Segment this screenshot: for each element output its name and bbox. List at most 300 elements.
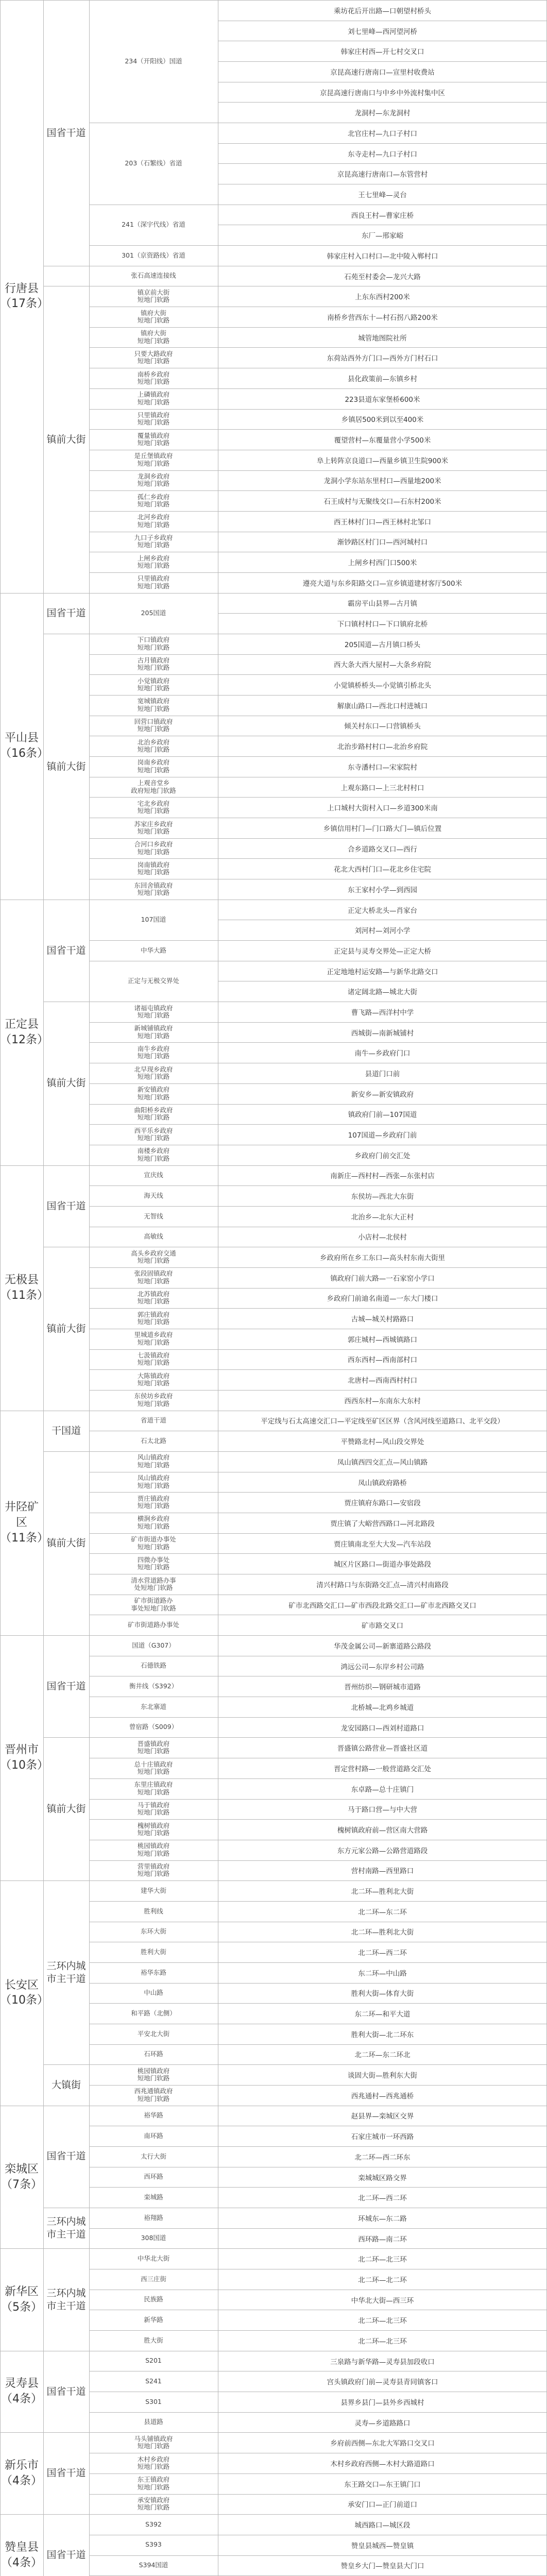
location-cell [218, 756, 547, 777]
county-cell-text: 灵寿县 （4条） [1, 2377, 42, 2406]
road-name-cell [89, 2269, 218, 2290]
location-cell [218, 1533, 547, 1554]
location-cell-text: 乡镇居500米到以至400米 [341, 416, 424, 425]
road-name-cell-text: 曲阳桥乡政府 短地门软路 [134, 1106, 173, 1122]
county-cell [0, 2106, 43, 2249]
road-name-cell [89, 1615, 218, 1635]
road-name-cell-text: 合河口乡政府 短地门软路 [134, 840, 173, 856]
location-cell [218, 1962, 547, 1983]
road-name-cell [89, 1962, 218, 1983]
road-name-cell [89, 2187, 218, 2208]
road-name-cell [89, 2514, 218, 2535]
location-cell-text: 石王成村与无聚线交口—石东村200米 [323, 498, 441, 506]
road-name-cell [89, 2432, 218, 2453]
road-name-cell-text: 裕华东路 [140, 1968, 166, 1976]
road-name-cell-text: 北治乡政府 短地门软路 [137, 738, 170, 754]
road-name-cell [89, 1390, 218, 1411]
road-name-cell-text: 贾庄镇政府 短地门软路 [137, 1494, 170, 1510]
road-name-cell [89, 961, 218, 1002]
road-name-cell [89, 1185, 218, 1206]
location-cell [218, 2310, 547, 2330]
road-name-cell-text: 南楼乡政府 短地门软路 [137, 1147, 170, 1162]
location-cell [218, 1595, 547, 1615]
road-name-cell-text: 308国道 [141, 2234, 166, 2242]
location-cell-text: 北二环—胜利北大街 [351, 1928, 414, 1937]
road-name-cell [89, 470, 218, 491]
location-cell-text: 晋定营村路—一般营道路交汇处 [334, 1765, 431, 1773]
road-name-cell-text: 凤山镇政府 短地门软路 [137, 1474, 170, 1489]
county-cell [0, 0, 48, 593]
location-cell-text: 北官庄村—九口子村口 [348, 129, 417, 138]
category-cell [43, 1247, 89, 1410]
location-cell [218, 2535, 547, 2555]
location-cell [218, 2494, 547, 2515]
location-cell-text: 下口镇村村口—下口镇府北桥 [337, 620, 428, 629]
category-cell-text: 国省干道 [46, 2467, 86, 2479]
road-name-cell [89, 777, 218, 798]
road-name-cell-text: 木村乡政府 短地门软路 [137, 2455, 170, 2470]
location-cell-text: 上闸乡村西门口500米 [348, 559, 417, 568]
location-cell-text: 北二环—东二环北 [354, 2051, 411, 2060]
location-cell-text: 营村南路—西里路口 [351, 1867, 414, 1876]
location-cell-text: 上东东西村200米 [355, 293, 410, 302]
location-cell-text: 北二环—东二环 [358, 1908, 407, 1917]
road-name-cell [89, 2064, 218, 2085]
road-name-cell-text: 建华大街 [140, 1886, 166, 1894]
road-name-cell [89, 1472, 218, 1493]
location-cell [218, 1308, 547, 1329]
road-name-cell-text: 镇府大街 短地门软路 [137, 329, 170, 345]
road-name-cell-text: 东王镇政府 短地门软路 [137, 2476, 170, 2491]
location-cell-text: 凤山镇西四交汇点—风山镇路 [337, 1458, 428, 1467]
county-cell [0, 2351, 43, 2433]
location-cell [218, 1165, 547, 1186]
road-name-cell [89, 1329, 218, 1349]
location-cell [218, 1124, 547, 1145]
category-cell [43, 1451, 89, 1635]
county-cell [0, 1411, 48, 1635]
location-cell-text: 赞皇县城西—赞皇镇 [351, 2541, 414, 2550]
location-cell-text: 南新庄—西村村—西张—东张村店 [330, 1172, 435, 1181]
location-cell-text: 花北大西村门口—花北乡住宅院 [334, 866, 431, 874]
category-cell [43, 2432, 89, 2514]
road-name-cell-text: 回营口镇政府 短地门软路 [134, 718, 173, 733]
location-cell [218, 674, 547, 695]
road-name-cell [89, 1227, 218, 1247]
location-cell [218, 2269, 547, 2290]
road-name-cell [89, 388, 218, 409]
location-cell [218, 1840, 547, 1860]
road-name-cell-text: 风山镇政府 短地门软路 [137, 1453, 170, 1469]
road-name-cell-text: 裕翔路 [144, 2213, 163, 2222]
road-name-cell-text: 国道（G307） [132, 1641, 175, 1649]
location-cell-text: 乡府前西侧—东北大军路口交叉口 [330, 2439, 435, 2448]
category-cell-text: 国省干道 [46, 2150, 86, 2162]
road-name-cell [89, 1717, 218, 1738]
road-name-cell-text: 承安镇政府 短地门软路 [137, 2496, 170, 2512]
location-cell [218, 368, 547, 388]
location-cell-text: 平赞路北村—风山段交界处 [340, 1438, 424, 1447]
road-name-cell-text: 马于镇政府 短地门软路 [137, 1801, 170, 1817]
location-cell-text: 北桥城—北鸡乡城道 [351, 1703, 414, 1712]
location-cell [218, 205, 547, 225]
location-cell [218, 1227, 547, 1247]
location-cell [218, 1553, 547, 1574]
road-name-cell [89, 266, 218, 286]
county-cell [0, 1165, 48, 1411]
location-cell-text: 龙安园路口—西刘村道路口 [340, 1724, 424, 1733]
road-name-cell-text: 东环大街 [140, 1927, 166, 1936]
location-cell [218, 163, 547, 184]
road-name-cell-text: 北河乡政府 短地门软路 [137, 513, 170, 529]
road-name-cell [89, 2535, 218, 2555]
location-cell-text: 韩家庄村西—开七村交叉口 [340, 48, 424, 57]
location-cell [218, 900, 547, 920]
road-name-cell-text: 西平乐乡政府 短地门软路 [134, 1126, 173, 1142]
location-cell [218, 1819, 547, 1840]
road-name-cell [89, 2290, 218, 2310]
road-name-cell [89, 2085, 218, 2106]
location-cell-text: 东厂—邢家峪 [362, 232, 403, 241]
location-cell-text: 县道门口前 [365, 1070, 400, 1078]
location-cell [218, 879, 547, 900]
county-cell [0, 2432, 43, 2514]
location-cell-text: 北二环—胜利北大街 [351, 1888, 414, 1896]
road-name-cell-text: 新华路 [144, 2316, 163, 2324]
road-name-cell-text: 下口镇政府 短地门软路 [137, 636, 170, 651]
location-cell [218, 1697, 547, 1717]
location-cell-text: 环城东—东二路 [358, 2214, 407, 2223]
location-cell [218, 613, 547, 634]
category-cell-text: 国省干道 [46, 2385, 86, 2397]
road-name-cell-text: 古月镇政府 短地门软路 [137, 656, 170, 672]
location-cell-text: 城区片区路口—街道办事处路段 [334, 1561, 431, 1569]
location-cell-text: 清兴村路口与东街路交汇点—清兴村南路段 [316, 1581, 449, 1589]
road-name-cell [89, 654, 218, 675]
category-cell [43, 593, 89, 634]
location-cell [218, 1942, 547, 1962]
road-name-cell [89, 1758, 218, 1778]
location-cell-text: 上口城村大街村入口—乡道300米南 [327, 804, 438, 813]
road-name-cell [89, 429, 218, 450]
road-name-cell-text: 高头乡政府交通 短地门软路 [131, 1249, 176, 1265]
road-name-cell-text: 是丘堡镇政府 短地门软路 [134, 452, 173, 467]
road-name-cell [89, 593, 218, 634]
location-cell-text: 西兆通村—西兆通桥 [351, 2092, 414, 2100]
road-name-cell [89, 1369, 218, 1390]
road-name-cell-text: 上闸乡政府 短地门软路 [137, 554, 170, 570]
location-cell-text: 西东西村—西南部村口 [348, 1356, 417, 1365]
category-cell [43, 2248, 89, 2350]
county-cell [0, 1880, 48, 2105]
road-name-cell [89, 858, 218, 879]
location-cell-text: 北二环—西二环 [358, 2194, 407, 2203]
location-cell [218, 123, 547, 143]
location-cell [218, 2126, 547, 2146]
location-cell [218, 1472, 547, 1493]
location-cell-text: 乘坊花后开出路—口朝望村桥头 [334, 7, 431, 15]
location-cell [218, 2003, 547, 2024]
road-name-cell-text: 上观音堂乡 政府短地门软路 [131, 779, 176, 794]
road-name-cell-text: 龙洞乡政府 短地门软路 [137, 472, 170, 488]
road-name-cell-text: 曾宿路（S009） [129, 1723, 178, 1731]
road-name-cell [89, 1635, 218, 1656]
road-name-cell-text: 上磷镇政府 短地门软路 [137, 391, 170, 406]
road-name-cell [89, 695, 218, 716]
category-cell [43, 2351, 89, 2433]
road-name-cell [89, 1595, 218, 1615]
location-cell [218, 2064, 547, 2085]
location-cell [218, 102, 547, 123]
road-name-cell-text: 石德铁路 [140, 1662, 166, 1670]
location-cell-text: 胜利大街—体育大街 [351, 1990, 414, 1998]
location-cell [218, 0, 547, 21]
category-cell [43, 1002, 89, 1165]
category-cell [43, 2106, 89, 2208]
road-name-cell [89, 572, 218, 593]
location-cell [218, 981, 547, 1002]
location-cell-text: 东方元家公路—公路营道路段 [337, 1846, 428, 1855]
location-cell-text: 宫头镇政府门前—灵寿县青同镇客口 [327, 2378, 438, 2387]
location-cell [218, 1758, 547, 1778]
road-name-cell [89, 1840, 218, 1860]
road-name-cell-text: 里城道乡政府 短地门软路 [134, 1331, 173, 1346]
location-cell [218, 1206, 547, 1227]
location-cell [218, 429, 547, 450]
road-name-cell-text: 张石高速连接线 [131, 272, 176, 280]
category-cell-text: 国省干道 [46, 944, 86, 956]
road-name-cell [89, 307, 218, 327]
location-cell-text: 正定大桥北头—肖家台 [348, 906, 417, 915]
road-name-cell-text: 矿市街道办事处 短地门软路 [131, 1535, 176, 1551]
location-cell [218, 1349, 547, 1370]
road-name-cell-text: 桃园镇政府 短地门软路 [137, 1842, 170, 1857]
road-name-cell-text: 东侯坊乡政府 短地门软路 [134, 1392, 173, 1408]
location-cell-text: 东寺走村—九口子村口 [348, 150, 417, 159]
category-cell-text: 大镇街 [51, 2079, 81, 2091]
road-name-cell [89, 2003, 218, 2024]
location-cell-text: 灵寿—乡道路路口 [354, 2419, 411, 2428]
county-cell-text: 晋州市 （10条） [0, 1743, 48, 1772]
road-name-cell-text: 营里镇政府 短地门软路 [137, 1862, 170, 1878]
location-cell [218, 2412, 547, 2433]
location-cell-text: 北二环—北三环 [358, 2337, 407, 2346]
road-name-cell [89, 1002, 218, 1022]
road-name-cell [89, 1901, 218, 1922]
road-name-cell-text: 西环路 [144, 2173, 163, 2181]
location-cell [218, 1411, 547, 1431]
road-name-cell-text: 小觉镇政府 短地门软路 [137, 676, 170, 692]
location-cell-text: 东王家村小学—到西园 [348, 886, 417, 894]
location-cell [218, 1022, 547, 1043]
road-name-cell [89, 490, 218, 511]
road-name-cell-text: 中华大路 [140, 946, 166, 954]
location-cell-text: 解康山路口—西北口村进城口 [337, 702, 428, 710]
location-cell [218, 2371, 547, 2392]
category-cell-text: 干国道 [51, 1425, 81, 1436]
location-cell [218, 818, 547, 838]
category-cell-text: 国省干道 [46, 607, 86, 619]
road-name-cell-text: 总十庄镇政府 短地门软路 [134, 1760, 173, 1775]
road-name-cell-text: 东回舍镇政府 短地门软路 [134, 881, 173, 896]
location-cell-text: 槐树镇政府前—营区南大营路 [337, 1826, 428, 1835]
road-name-cell-text: 大陈镇政府 短地门软路 [137, 1371, 170, 1387]
location-cell-text: 胜利大街—北二环东 [351, 2030, 414, 2039]
location-cell [218, 2044, 547, 2065]
location-cell [218, 1390, 547, 1411]
road-name-cell [89, 1983, 218, 2004]
road-name-cell [89, 2371, 218, 2392]
road-name-cell-text: 203（石繁线）省道 [125, 159, 182, 167]
county-cell-text: 井陉矿区 （11条） [0, 1501, 48, 1545]
location-cell [218, 286, 547, 307]
location-cell [218, 1799, 547, 1820]
road-name-cell-text: 苏家庄乡政府 短地门软路 [134, 820, 173, 835]
location-cell [218, 511, 547, 532]
location-cell [218, 1267, 547, 1288]
location-cell [218, 409, 547, 430]
location-cell [218, 450, 547, 470]
county-cell-text: 赞皇县 （4条） [1, 2540, 42, 2569]
county-cell-text: 无极县 （11条） [0, 1273, 48, 1302]
category-cell [43, 1880, 89, 2064]
location-cell [218, 1042, 547, 1063]
road-name-cell [89, 2473, 218, 2494]
location-cell [218, 736, 547, 756]
road-name-cell-text: 海天线 [144, 1191, 163, 1199]
road-name-cell-text: 和平路（北侧） [131, 2009, 176, 2017]
road-name-cell-text: 平安北大街 [137, 2029, 170, 2038]
road-name-cell [89, 2126, 218, 2146]
location-cell-text: 镇政府门前—107国道 [348, 1111, 417, 1120]
road-name-cell [89, 2392, 218, 2412]
location-cell-text: 京昆高速行唐南口—宣里村收费站 [330, 68, 435, 77]
road-name-cell [89, 940, 218, 961]
location-cell [218, 490, 547, 511]
location-cell [218, 634, 547, 654]
location-cell [218, 61, 547, 82]
location-cell [218, 470, 547, 491]
road-name-cell [89, 1492, 218, 1513]
location-cell [218, 2228, 547, 2249]
road-name-cell-text: 北早现乡政府 短地门软路 [134, 1065, 173, 1080]
road-name-cell [89, 286, 218, 307]
road-name-cell-text: 只要大路政府 短地门软路 [134, 349, 173, 365]
road-name-cell-text: 栾城路 [144, 2193, 163, 2201]
road-name-cell-text: 胜利线 [144, 1907, 163, 1915]
location-cell-text: 龙洞村—东龙洞村 [354, 109, 411, 118]
location-cell [218, 143, 547, 164]
road-name-cell-text: 西三庄街 [140, 2275, 166, 2283]
category-cell [43, 2514, 89, 2576]
road-name-cell [89, 2106, 218, 2126]
location-cell-text: 刘七里峰—西河望河桥 [348, 27, 417, 36]
location-cell-text: 西良王村—曹家庄桥 [351, 211, 414, 220]
category-cell-text: 镇前大街 [46, 1803, 86, 1815]
location-cell [218, 327, 547, 348]
location-cell [218, 2330, 547, 2351]
county-cell-text: 栾城区 （7条） [1, 2162, 42, 2191]
location-cell-text: 西大条大西大屋村—大条乡府院 [334, 661, 431, 670]
road-name-cell-text: 孤仁乡政府 短地门软路 [137, 493, 170, 509]
location-cell [218, 1329, 547, 1349]
location-cell-text: 乡政府所在乡工东口—高头村东南大街里 [320, 1254, 445, 1263]
location-cell-text: 镇政府门前大路—一石家窑小学口 [330, 1274, 435, 1283]
road-name-cell-text: 中华北大街 [137, 2255, 170, 2263]
road-name-cell [89, 1063, 218, 1083]
location-cell-text: 马于路口营—与中大营 [348, 1806, 417, 1815]
road-name-cell [89, 1860, 218, 1881]
location-cell-text: 木村乡政府西侧—木村大路道路口 [330, 2460, 435, 2468]
county-cell-text: 新乐市 （4条） [1, 2459, 42, 2487]
location-cell-text: 赞皇乡大门—赞皇县大门口 [340, 2562, 424, 2571]
road-name-cell-text: 岗南乡政府 短地门软路 [137, 758, 170, 774]
road-name-cell-text: 新安镇政府 短地门软路 [137, 1086, 170, 1101]
road-name-cell [89, 1349, 218, 1370]
location-cell-text: 华茂金属公司—新寨道路公路段 [334, 1642, 431, 1651]
road-name-cell-text: 镇京前大街 短地门软路 [137, 288, 170, 304]
location-cell [218, 777, 547, 798]
road-name-cell-text: 高敏线 [144, 1232, 163, 1241]
location-cell-text: 京昆高速行唐南口—东管营村 [337, 171, 428, 179]
category-cell [43, 1165, 89, 1247]
road-name-cell-text: 新城铺镇政府 短地门软路 [134, 1024, 173, 1040]
location-cell-text: 东二环—中山路 [358, 1969, 407, 1978]
county-cell [0, 1635, 48, 1880]
road-name-cell [89, 2208, 218, 2228]
location-cell [218, 572, 547, 593]
county-cell-text: 长安区 （10条） [0, 1978, 48, 2007]
location-cell [218, 1901, 547, 1922]
road-name-cell [89, 1922, 218, 1942]
category-cell-text: 国省干道 [46, 2549, 86, 2561]
location-cell [218, 1185, 547, 1206]
road-name-cell [89, 1308, 218, 1329]
location-cell-text: 合乡道路交叉口—西行 [348, 845, 417, 854]
location-cell-text: 鸿远公司—东岸乡村公司路 [340, 1663, 424, 1671]
location-cell [218, 1922, 547, 1942]
location-cell-text: 县化政策前—东镇乡村 [348, 375, 417, 383]
road-name-cell [89, 1411, 218, 1431]
road-name-cell-text: 郭庄镇政府 短地门软路 [137, 1310, 170, 1326]
road-name-cell [89, 634, 218, 654]
road-name-cell-text: S392 [145, 2520, 162, 2528]
road-name-cell [89, 2167, 218, 2188]
county-cell-text: 正定县 （12条） [0, 1018, 48, 1046]
road-name-cell [89, 0, 218, 123]
location-cell [218, 1880, 547, 1901]
location-cell-text: 贾庄镇南北至大大发—汽车站段 [334, 1540, 431, 1549]
category-cell-text: 国省干道 [46, 127, 86, 139]
road-name-cell [89, 1288, 218, 1309]
road-name-cell [89, 1697, 218, 1717]
road-name-cell [89, 1042, 218, 1063]
location-cell-text: 107国道—乡政府门前 [348, 1131, 417, 1140]
location-cell [218, 347, 547, 368]
location-cell-text: 223县道东家堡桥600米 [345, 395, 420, 404]
county-cell-text: 平山县 （16条） [0, 732, 48, 760]
location-cell [218, 1860, 547, 1881]
road-name-cell-text: 晋盛镇政府 短地门软路 [137, 1739, 170, 1755]
road-name-cell [89, 511, 218, 532]
category-cell-text: 镇前大街 [46, 760, 86, 772]
road-name-cell [89, 716, 218, 736]
road-name-cell-text: 107国道 [141, 916, 166, 924]
road-name-cell [89, 1145, 218, 1165]
road-name-cell-text: 石环路 [144, 2050, 163, 2058]
road-name-cell-text: 南桥乡政府 短地门软路 [137, 370, 170, 385]
category-cell-text: 镇前大街 [46, 1323, 86, 1334]
